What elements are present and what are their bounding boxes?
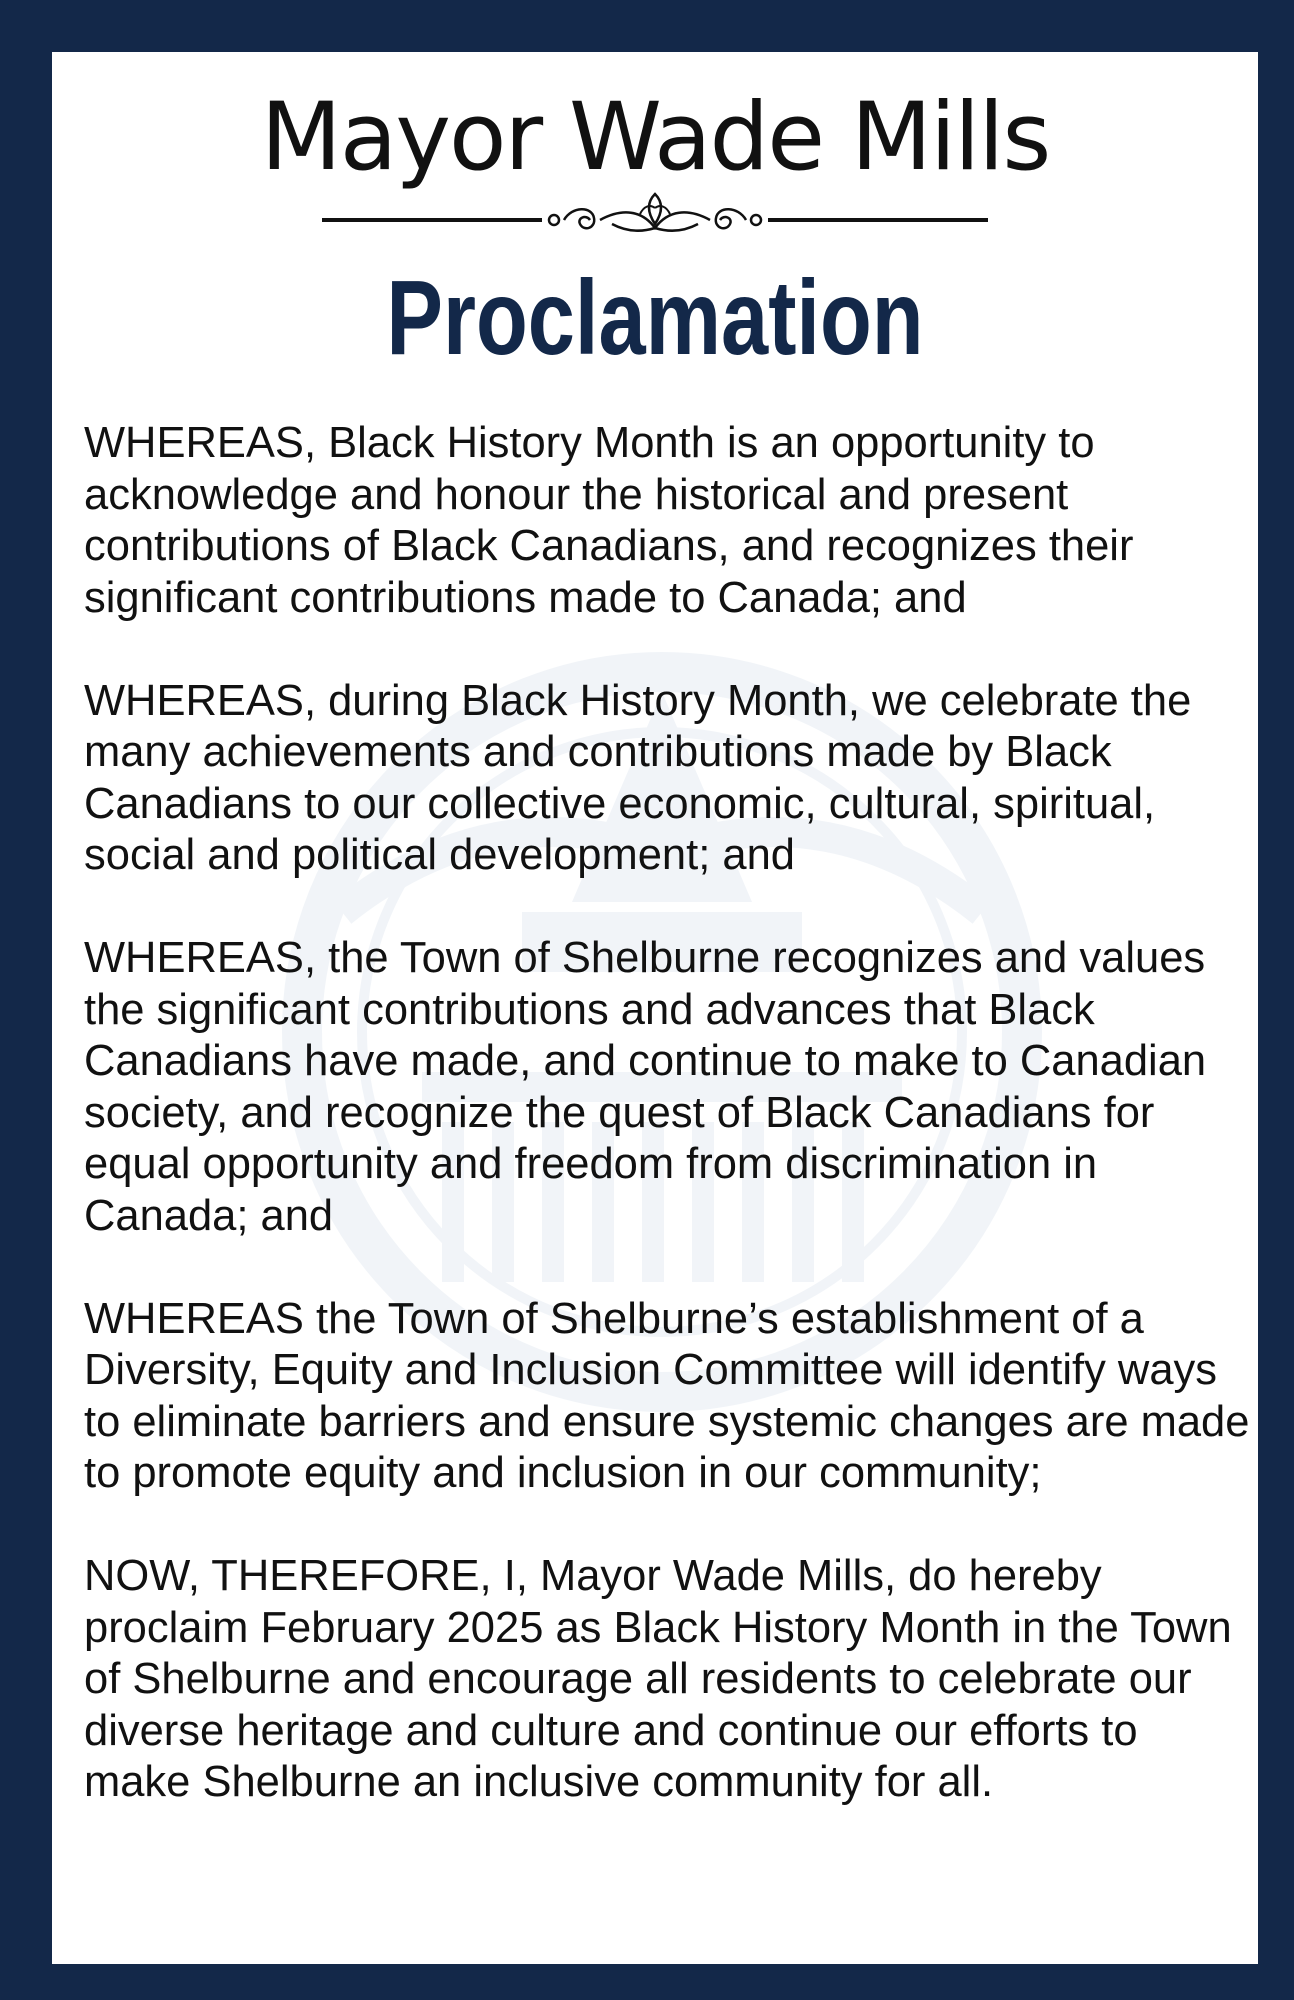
proclamation-card [52, 52, 1258, 1964]
whereas-paragraph-1: WHEREAS, Black History Month is an opportunity to acknowledge and honour the historical and present contributions of Black Canadians, and recognizes their significant contributions made to Canada; and [84, 419, 1134, 622]
whereas-paragraph-2: WHEREAS, during Black History Month, we celebrate the many achievements and contributions made by Black Canadians to our collective economic, cultural, spiritual, social and political development; and [84, 676, 1192, 879]
proclamation-body [84, 418, 1254, 1809]
mayor-name-heading: Mayor Wade Mills [260, 83, 1050, 192]
proclamation-title: Proclamation [386, 259, 924, 377]
ornamental-divider-icon [322, 188, 988, 248]
whereas-paragraph-3: WHEREAS, the Town of Shelburne recognizes and values the significant contributions and advances that Black Canadians have made, and continue to make to Canadian society, and recognize the quest of Black Canadians for equal opportunity and freedom from discrimination in Canada; and [84, 934, 1207, 1240]
therefore-paragraph: NOW, THEREFORE, I, Mayor Wade Mills, do hereby proclaim February 2025 as Black History Month in the Town of Shelburne and encourage all residents to celebrate our diverse heritage and culture and continue our efforts to make Shelburne an inclusive community for all. [84, 1552, 1232, 1806]
whereas-paragraph-4: WHEREAS the Town of Shelburne’s establishment of a Diversity, Equity and Inclusion Committee will identify ways to eliminate barriers and ensure systemic changes are made to promote equity and inclusion in our community; [84, 1294, 1250, 1497]
